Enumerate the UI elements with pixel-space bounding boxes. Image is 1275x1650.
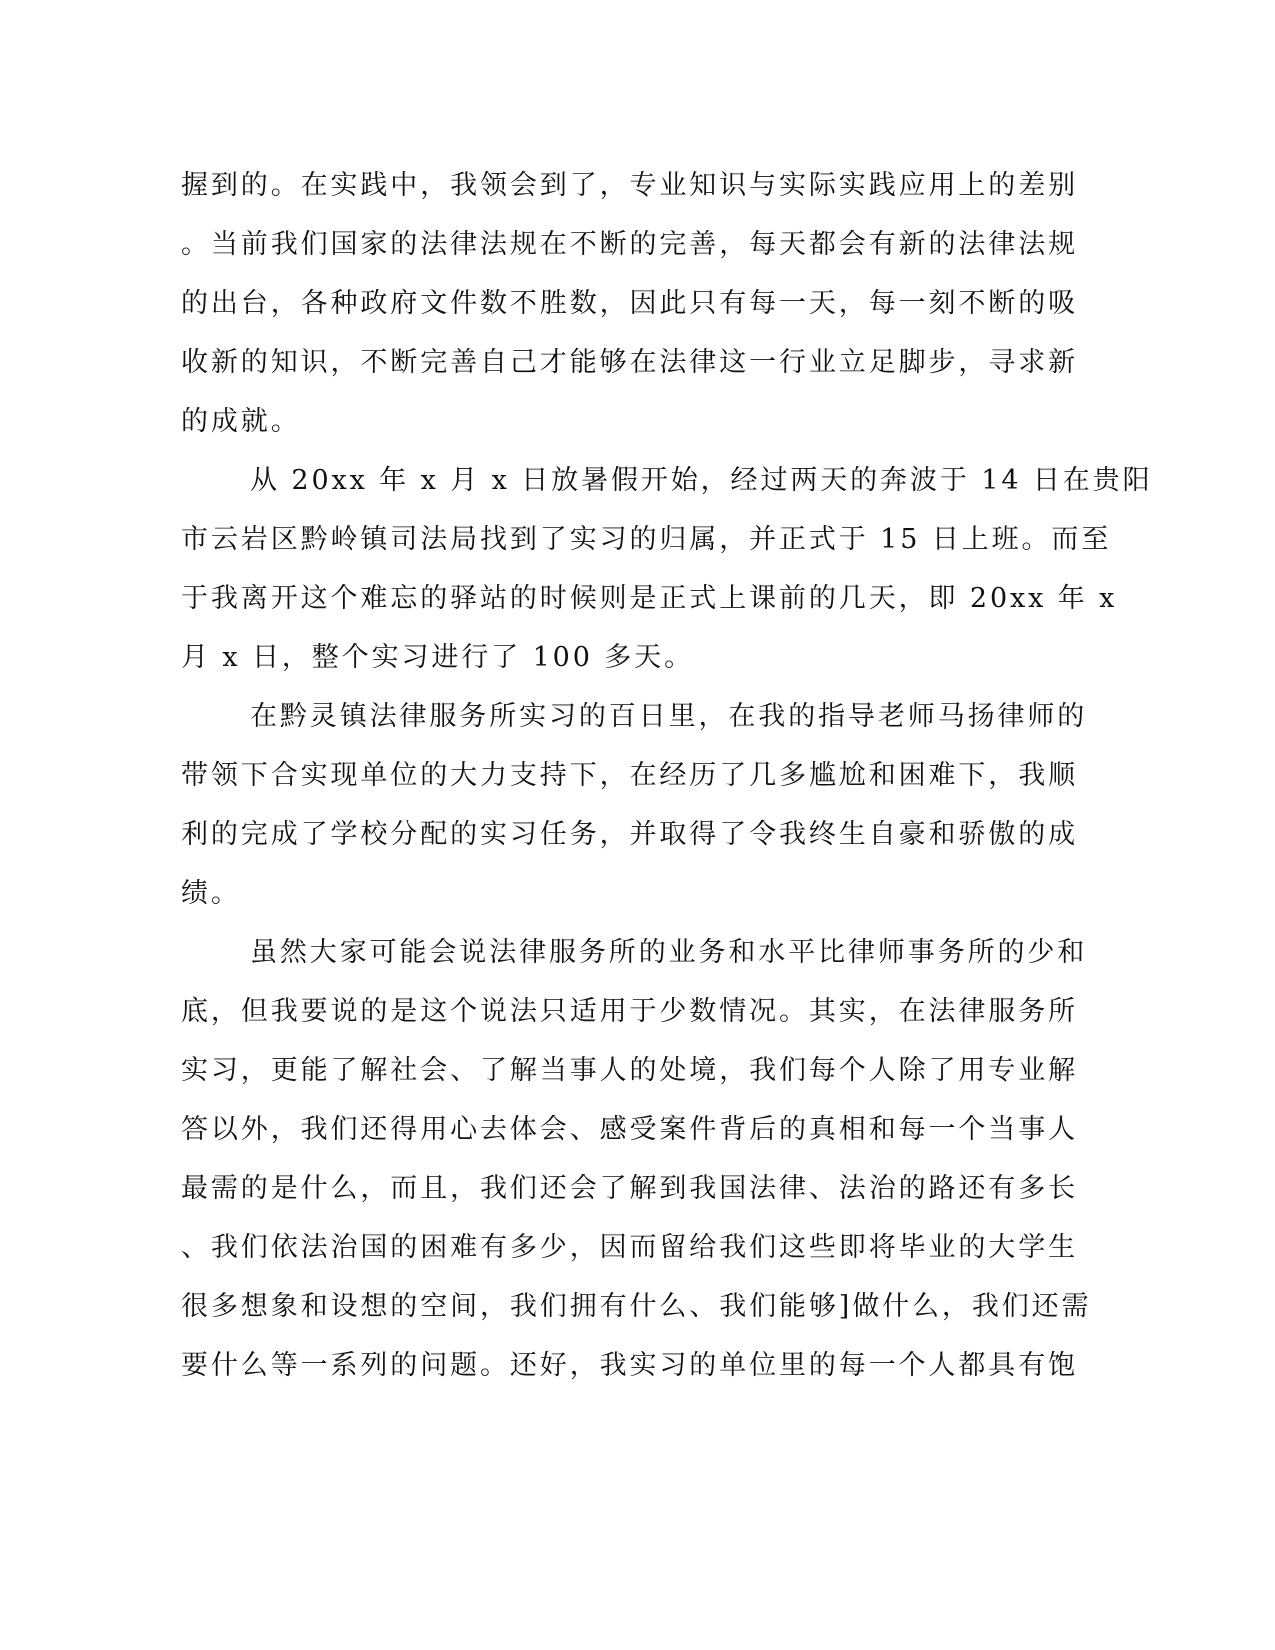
- text-line: 从 20xx 年 x 月 x 日放暑假开始，经过两天的奔波于 14 日在贵阳: [250, 465, 1153, 496]
- text-line: 最需的是什么，而且，我们还会了解到我国法律、法治的路还有多长: [181, 1173, 1078, 1204]
- paragraph-3: [181, 687, 1088, 923]
- text-line: 绩。: [181, 878, 241, 909]
- text-line: 市云岩区黔岭镇司法局找到了实习的归属，并正式于 15 日上班。而至: [181, 524, 1112, 555]
- text-line: 的出台，各种政府文件数不胜数，因此只有每一天，每一刻不断的吸: [181, 288, 1078, 319]
- text-line: 答以外，我们还得用心去体会、感受案件背后的真相和每一个当事人: [181, 1114, 1078, 1145]
- text-line: 、我们依法治国的困难有多少，因而留给我们这些即将毕业的大学生: [181, 1232, 1078, 1263]
- paragraph-4: [181, 923, 1092, 1395]
- text-line: 底，但我要说的是这个说法只适用于少数情况。其实，在法律服务所: [181, 996, 1078, 1027]
- text-line: 利的完成了学校分配的实习任务，并取得了令我终生自豪和骄傲的成: [181, 819, 1078, 850]
- text-line: 很多想象和设想的空间，我们拥有什么、我们能够]做什么，我们还需: [181, 1291, 1092, 1322]
- text-line: 收新的知识，不断完善自己才能够在法律这一行业立足脚步，寻求新: [181, 347, 1078, 378]
- text-line: 握到的。在实践中，我领会到了，专业知识与实际实践应用上的差别: [181, 170, 1078, 201]
- text-line: 在黔灵镇法律服务所实习的百日里，在我的指导老师马扬律师的: [250, 701, 1088, 732]
- paragraph-2: [181, 451, 1153, 687]
- paragraph-1: [181, 156, 1078, 451]
- text-line: 虽然大家可能会说法律服务所的业务和水平比律师事务所的少和: [250, 937, 1088, 968]
- text-line: 的成就。: [181, 406, 301, 437]
- text-line: 要什么等一系列的问题。还好，我实习的单位里的每一个人都具有饱: [181, 1350, 1078, 1381]
- text-line: 月 x 日，整个实习进行了 100 多天。: [181, 642, 694, 673]
- text-line: 于我离开这个难忘的驿站的时候则是正式上课前的几天，即 20xx 年 x: [181, 583, 1118, 614]
- text-line: 。当前我们国家的法律法规在不断的完善，每天都会有新的法律法规: [181, 229, 1078, 260]
- text-line: 带领下合实现单位的大力支持下，在经历了几多尴尬和困难下，我顺: [181, 760, 1078, 791]
- text-line: 实习，更能了解社会、了解当事人的处境，我们每个人除了用专业解: [181, 1055, 1078, 1086]
- body-text: [181, 156, 1153, 1395]
